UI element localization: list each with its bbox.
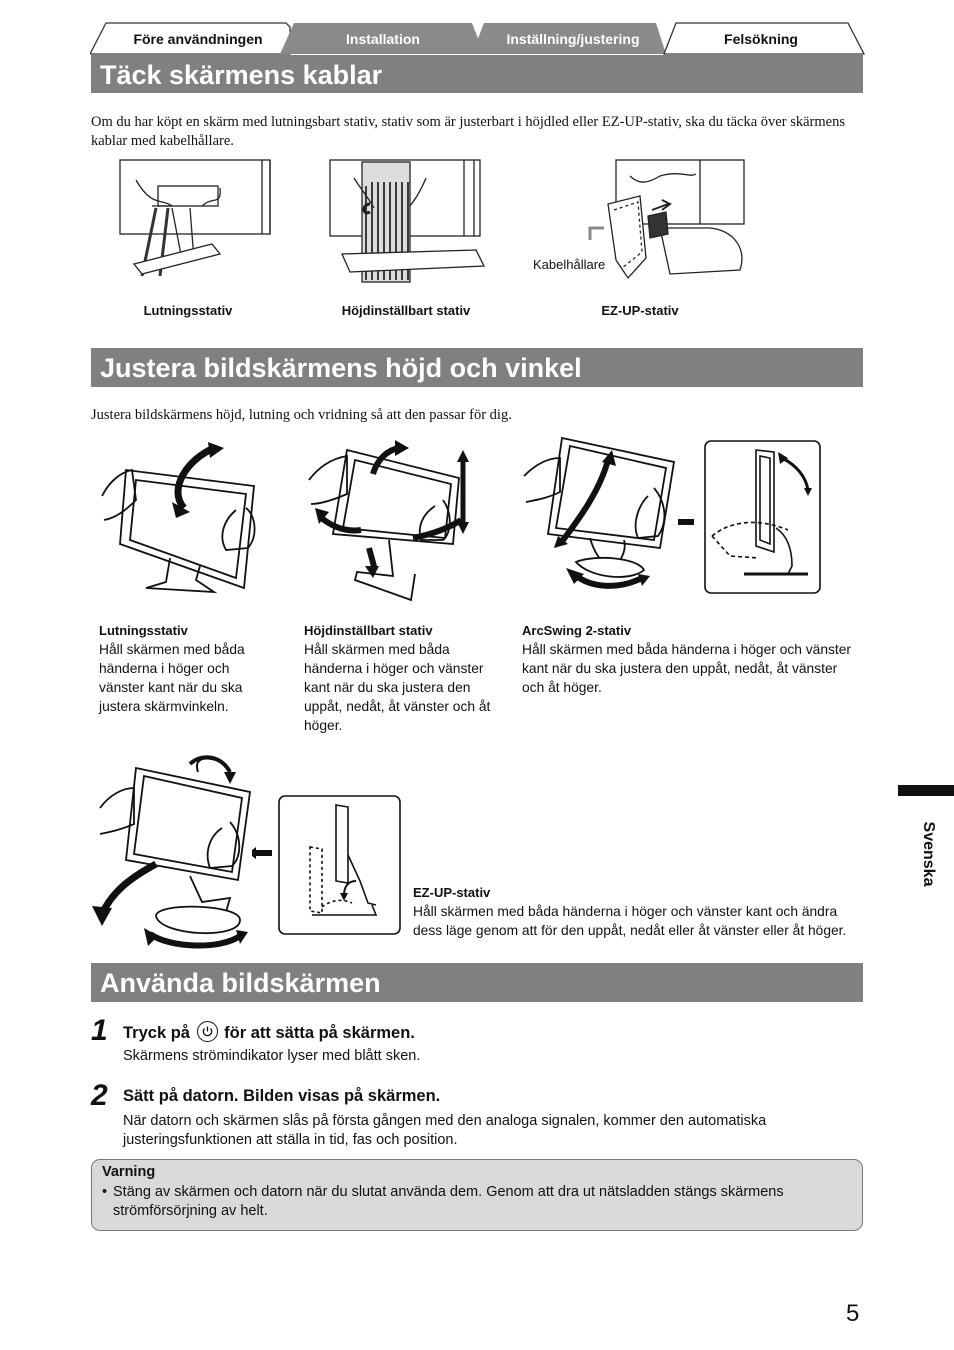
cables-intro: Om du har köpt en skärm med lutningsbart stativ, stativ som är justerbart i höjdled eller EZ-UP-stativ, ska du täcka över skärmens kablar med kabelhållare.: [91, 114, 845, 149]
desc-arcswing-text: Håll skärmen med båda händerna i höger och vänster kant när du ska justera den uppåt, nedåt, åt vänster och åt höger.: [522, 642, 852, 695]
tab-before-use[interactable]: Före användningen: [133, 31, 263, 47]
page-number: 5: [846, 1300, 860, 1327]
tab-settings[interactable]: Inställning/justering: [506, 31, 640, 47]
tilt-stand-adjust-illustration: [96, 440, 262, 596]
arcswing-adjust-illustration: [520, 436, 690, 596]
section-title-adjust: Justera bildskärmens höjd och vinkel: [91, 348, 863, 387]
section-title-use: Använda bildskärmen: [91, 963, 863, 1002]
desc-ezup-title: EZ-UP-stativ: [413, 885, 491, 900]
step-1-title-before: Tryck på: [123, 1024, 190, 1042]
tab-installation[interactable]: Installation: [346, 31, 420, 47]
height-stand-cable-illustration: [326, 158, 491, 286]
caption-height-stand: Höjdinställbart stativ: [341, 303, 471, 318]
desc-height-stand-title: Höjdinställbart stativ: [304, 623, 433, 638]
desc-tilt-stand-title: Lutningsstativ: [99, 623, 188, 638]
height-stand-adjust-illustration: [303, 440, 475, 605]
language-label: Svenska: [920, 821, 937, 887]
section-title-cables: Täck skärmens kablar: [91, 55, 863, 93]
desc-ezup-text: Håll skärmen med båda händerna i höger och vänster kant och ändra dess läge genom att för den uppåt, nedåt eller åt vänster eller åt höger.: [413, 904, 847, 938]
step-1-title: [123, 1021, 415, 1043]
desc-height-stand-text: Håll skärmen med båda händerna i höger och vänster kant när du ska justera den uppåt, nedåt, åt vänster och åt höger.: [304, 642, 491, 733]
language-tab-marker: [898, 785, 954, 796]
tilt-stand-cable-illustration: [112, 158, 282, 286]
caption-ezup-stand: EZ-UP-stativ: [601, 303, 679, 318]
step-2-text: När datorn och skärmen slås på första gången med den analoga signalen, kommer den automatiska justeringsfunktionen att ställa in tid, fas och position.: [123, 1113, 767, 1148]
desc-height-stand: [304, 621, 504, 735]
desc-arcswing-stand: [522, 621, 852, 697]
step-1-text: Skärmens strömindikator lyser med blått sken.: [123, 1048, 421, 1064]
tab-troubleshooting[interactable]: Felsökning: [724, 31, 798, 47]
step-1-title-after: för att sätta på skärmen.: [224, 1024, 415, 1042]
warning-box: [91, 1159, 863, 1231]
desc-tilt-stand-text: Håll skärmen med båda händerna i höger och vänster kant när du ska justera skärmvinkeln.: [99, 642, 245, 714]
ezup-side-view-illustration: [252, 795, 402, 937]
power-icon: [197, 1021, 218, 1042]
desc-arcswing-title: ArcSwing 2-stativ: [522, 623, 632, 638]
callout-cable-holder: Kabelhållare: [533, 257, 606, 272]
warning-item: • Stäng av skärmen och datorn när du slutat använda dem. Genom att dra ut nätsladden stängs skärmens strömförsörjning av helt.: [102, 1183, 852, 1221]
adjust-intro: Justera bildskärmens höjd, lutning och vridning så att den passar för dig.: [91, 407, 512, 423]
step-2-title: Sätt på datorn. Bilden visas på skärmen.: [123, 1087, 441, 1105]
ezup-adjust-illustration: [90, 752, 265, 952]
desc-tilt-stand: [99, 621, 274, 716]
step-number-1: 1: [91, 1014, 108, 1047]
desc-ezup-stand: [413, 883, 863, 940]
warning-title: Varning: [102, 1164, 156, 1180]
caption-tilt-stand: Lutningsstativ: [143, 303, 233, 318]
arcswing-side-view-illustration: [678, 440, 822, 595]
step-number-2: 2: [91, 1079, 108, 1112]
